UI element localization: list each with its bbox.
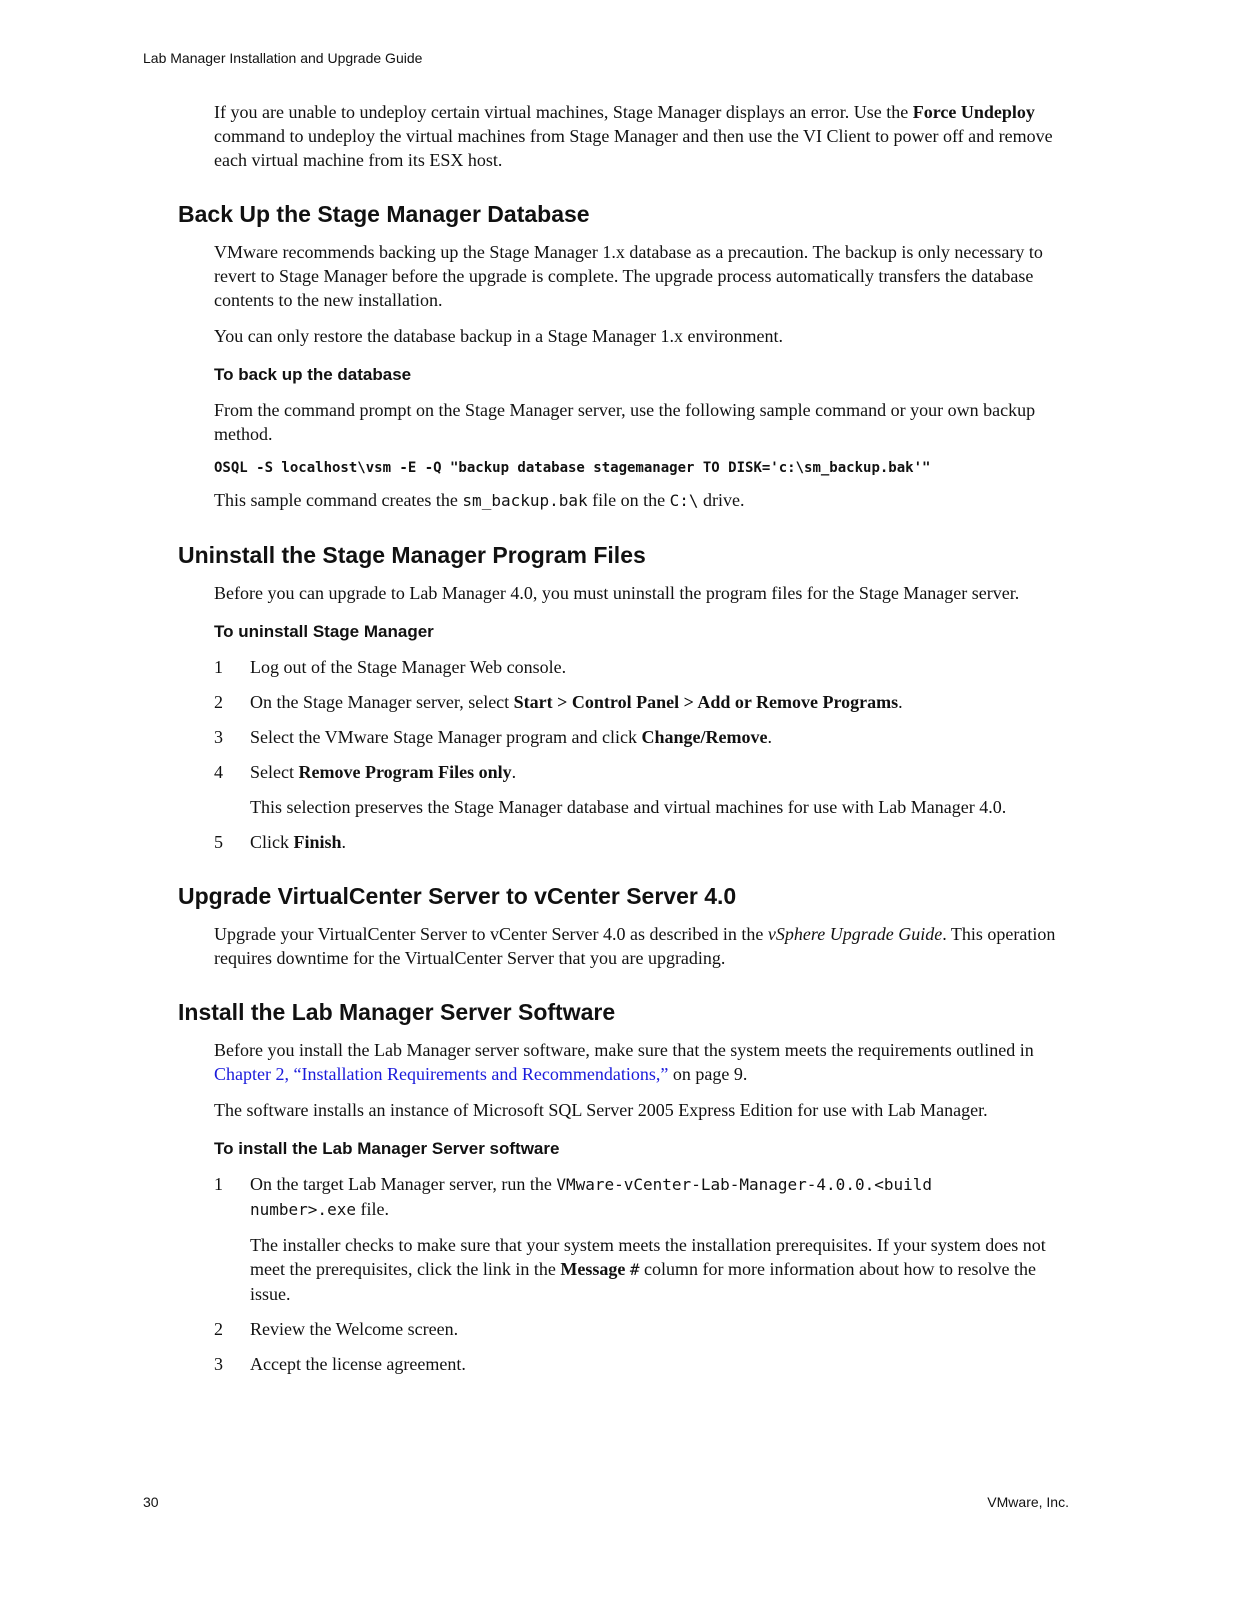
list-item: 5 Click Finish. [214, 832, 347, 852]
section-heading-backup: Back Up the Stage Manager Database [178, 201, 590, 227]
backup-paragraph-2: You can only restore the database backup in a Stage Manager 1.x environment. [214, 326, 784, 346]
list-item: 1 On the target Lab Manager server, run the VMware-vCenter-Lab-Manager-4.0.0.<build number>.exe file. [214, 1174, 933, 1219]
backup-paragraph-3: From the command prompt on the Stage Manager server, use the following sample command or your own backup method. [214, 400, 1036, 444]
list-item: 1 Log out of the Stage Manager Web console. [214, 657, 567, 677]
list-item: 4 Select Remove Program Files only. [214, 762, 517, 782]
install-paragraph-2: The software installs an instance of Microsoft SQL Server 2005 Express Edition for use with Lab Manager. [214, 1100, 988, 1120]
list-item: 2 Review the Welcome screen. [214, 1319, 459, 1339]
list-item: 3 Accept the license agreement. [214, 1354, 466, 1374]
backup-command: OSQL -S localhost\vsm -E -Q "backup database stagemanager TO DISK='c:\sm_backup.bak'" [214, 460, 931, 476]
step-note: The installer checks to make sure that your system meets the installation prerequisites. If your system does not meet the prerequisites, click the link in the Message # column for more information about how to resolve the issue. [250, 1235, 1046, 1304]
page-content [178, 100, 1078, 1387]
uninstall-paragraph-1: Before you can upgrade to Lab Manager 4.0, you must uninstall the program files for the Stage Manager server. [214, 583, 1020, 603]
page-number: 30 [143, 1494, 159, 1510]
procedure-heading-uninstall: To uninstall Stage Manager [214, 622, 434, 641]
list-item: 2 On the Stage Manager server, select Start > Control Panel > Add or Remove Programs. [214, 692, 903, 712]
running-header: Lab Manager Installation and Upgrade Guide [143, 50, 423, 66]
section-heading-install: Install the Lab Manager Server Software [178, 999, 616, 1025]
chapter-2-link[interactable]: Chapter 2, “Installation Requirements and Recommendations,” [214, 1064, 669, 1084]
section-heading-uninstall: Uninstall the Stage Manager Program Files [178, 542, 646, 568]
procedure-heading-backup: To back up the database [214, 365, 412, 384]
upgrade-vcenter-paragraph: Upgrade your VirtualCenter Server to vCenter Server 4.0 as described in the vSphere Upgrade Guide. This operation requires downtime for the VirtualCenter Server that you are upgrading. [214, 924, 1056, 968]
procedure-heading-install: To install the Lab Manager Server software [214, 1139, 560, 1158]
list-item: 3 Select the VMware Stage Manager program and click Change/Remove. [214, 727, 773, 747]
section-heading-upgrade-vcenter: Upgrade VirtualCenter Server to vCenter Server 4.0 [178, 883, 737, 909]
footer-company: VMware, Inc. [987, 1494, 1069, 1510]
backup-paragraph-4: This sample command creates the sm_backup.bak file on the C:\ drive. [214, 490, 745, 510]
backup-paragraph-1: VMware recommends backing up the Stage Manager 1.x database as a precaution. The backup is only necessary to revert to Stage Manager before the upgrade is complete. The upgrade process automatically transfers the database contents to the new installation. [214, 242, 1043, 310]
install-paragraph-1: Before you install the Lab Manager server software, make sure that the system meets the requirements outlined in Chapter 2, “Installation Requirements and Recommendations,” on page 9. [214, 1040, 1034, 1084]
intro-paragraph: If you are unable to undeploy certain virtual machines, Stage Manager displays an error. Use the Force Undeploy command to undeploy the virtual machines from Stage Manager and then use the VI Client to power off and remove each virtual machine from its ESX host. [214, 102, 1053, 170]
step-note: This selection preserves the Stage Manager database and virtual machines for use with Lab Manager 4.0. [250, 797, 1007, 817]
